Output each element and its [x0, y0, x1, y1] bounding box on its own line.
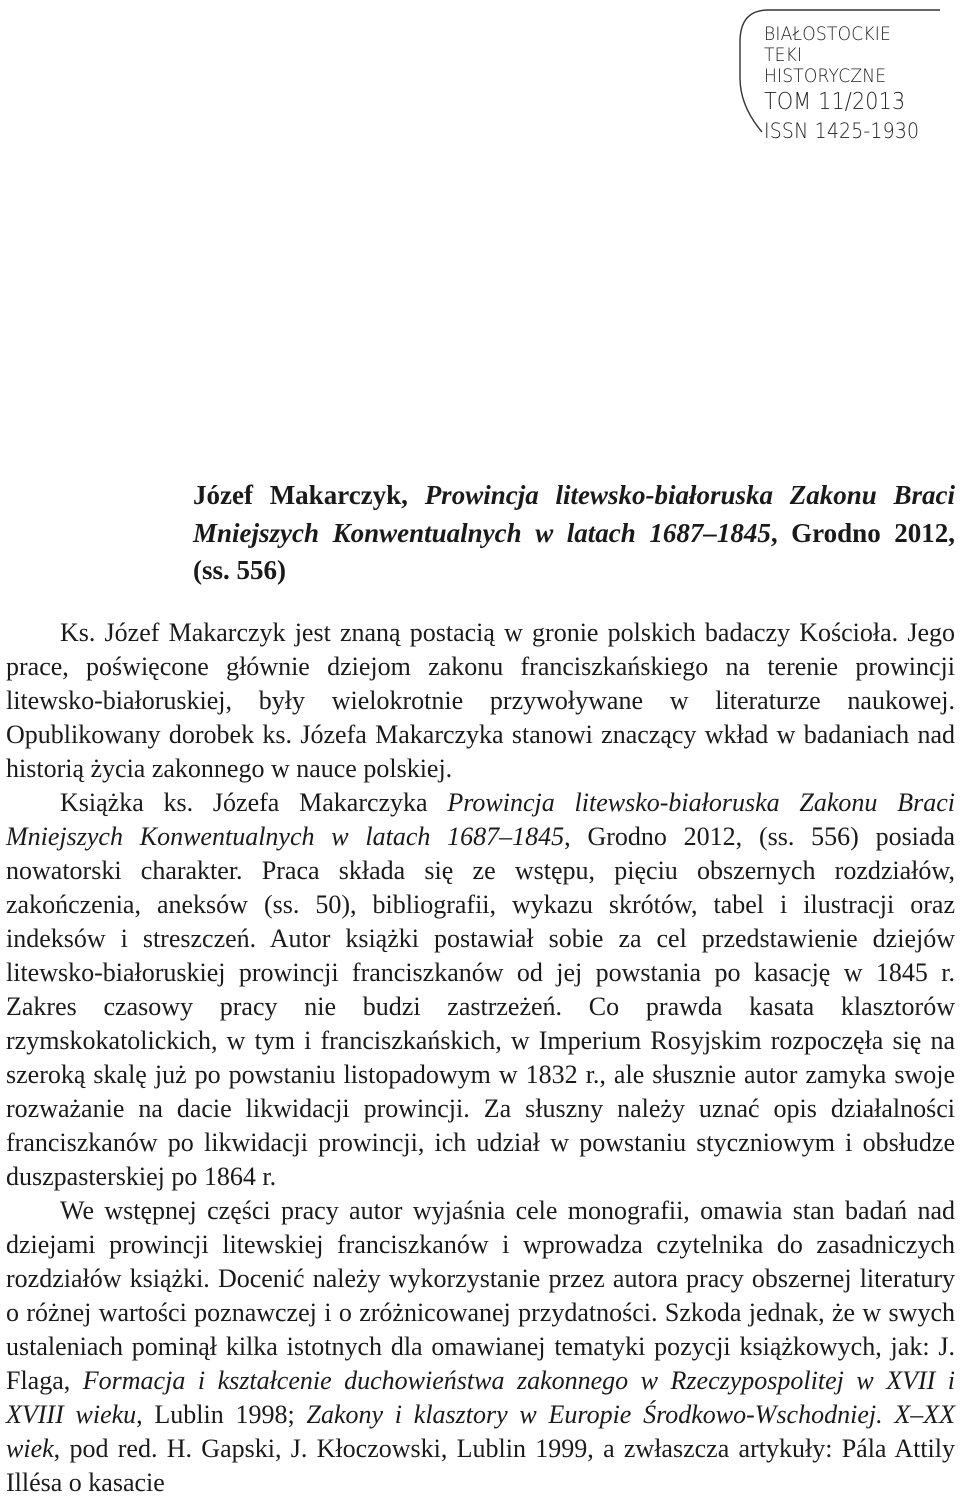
journal-name-line2: TEKI	[764, 44, 803, 66]
journal-name-line1: BIAŁOSTOCKIE	[764, 23, 891, 45]
paragraph-3-citation-title-2: Zakony i klasztory w Europie Środkowo-Wschodniej. X–XX wiek	[6, 1400, 955, 1463]
paragraph-3-continuation: , pod red. H. Gapski, J. Kłoczowski, Lublin 1999, a zwłaszcza artykuły: Pála Attily Illésa o kasacie	[6, 1434, 955, 1497]
paragraph-2	[6, 786, 955, 1194]
paragraph-2-intro: Książka ks. Józefa Makarczyka	[60, 788, 448, 817]
paragraph-3	[6, 1194, 955, 1500]
review-author: Józef Makarczyk,	[193, 480, 425, 510]
reviewed-book-title: Prowincja litewsko-białoruska Zakonu Braci Mniejszych Konwentualnych w latach 1687–1845	[193, 480, 955, 548]
review-title	[193, 477, 955, 590]
journal-issn: ISSN 1425-1930	[764, 119, 920, 143]
paragraph-2-body: , Grodno 2012, (ss. 556) posiada nowatorski charakter. Praca składa się ze wstępu, pięciu obszernych rozdziałów, zakończenia, aneksów (ss. 50), bibliografii, wykazu skrótów, tabel i ilustracji oraz indeksów i streszczeń. Autor książki postawiał sobie za cel przedstawienie dziejów litewsko-białoruskiej prowincji franciszkanów od jej powstania po kasację w 1845 r. Zakres czasowy pracy nie budzi zastrzeżeń. Co prawda kasata klasztorów rzymskokatolickich, w tym i franciszkańskich, w Imperium Rosyjskim rozpoczęła się na szeroką skalę już po powstaniu listopadowym w 1832 r., ale słusznie autor zamyka swoje rozważanie na dacie likwidacji prowincji. Za słuszny należy uznać opis działalności franciszkanów po likwidacji prowincji, ich udział w powstaniu styczniowym i obsłudze duszpasterskiej po 1864 r.	[6, 822, 955, 1191]
review-publication-info: , Grodno 2012, (ss. 556)	[193, 517, 956, 585]
paragraph-3-citation-1-info: , Lublin 1998;	[136, 1400, 307, 1429]
journal-name-line3: HISTORYCZNE	[764, 65, 887, 87]
paragraph-1: Ks. Józef Makarczyk jest znaną postacią w gronie polskich badaczy Kościoła. Jego prace, poświęcone głównie dziejom zakonu franciszkańskiego na terenie prowincji litewsko-białoruskiej, były wielokrotnie przywoływane w literaturze naukowej. Opublikowany dorobek ks. Józefa Makarczyka stanowi znaczący wkład w badaniach nad historią życia zakonnego w nauce polskiej.	[6, 618, 955, 783]
journal-volume: TOM 11/2013	[764, 89, 906, 115]
paragraph-2-book-title: Prowincja litewsko-białoruska Zakonu Braci Mniejszych Konwentualnych w latach 1687–1845	[6, 788, 955, 851]
review-body	[6, 616, 955, 1500]
paragraph-3-intro: We wstępnej części pracy autor wyjaśnia cele monografii, omawia stan badań nad dziejami prowincji litewskiej franciszkanów i wprowadza czytelnika do zasadniczych rozdziałów książki. Docenić należy wykorzystanie przez autora pracy obszernej literatury o różnej wartości poznawczej i o zróżnicowanej przydatności. Szkoda jednak, że w swych ustaleniach pominął kilka istotnych dla omawianej tematyki pozycji książkowych, jak: J. Flaga,	[6, 1196, 955, 1395]
journal-badge	[732, 6, 952, 158]
paragraph-3-citation-title-1: Formacja i kształcenie duchowieństwa zakonnego w Rzeczypospolitej w XVII i XVIII wieku	[6, 1366, 956, 1429]
